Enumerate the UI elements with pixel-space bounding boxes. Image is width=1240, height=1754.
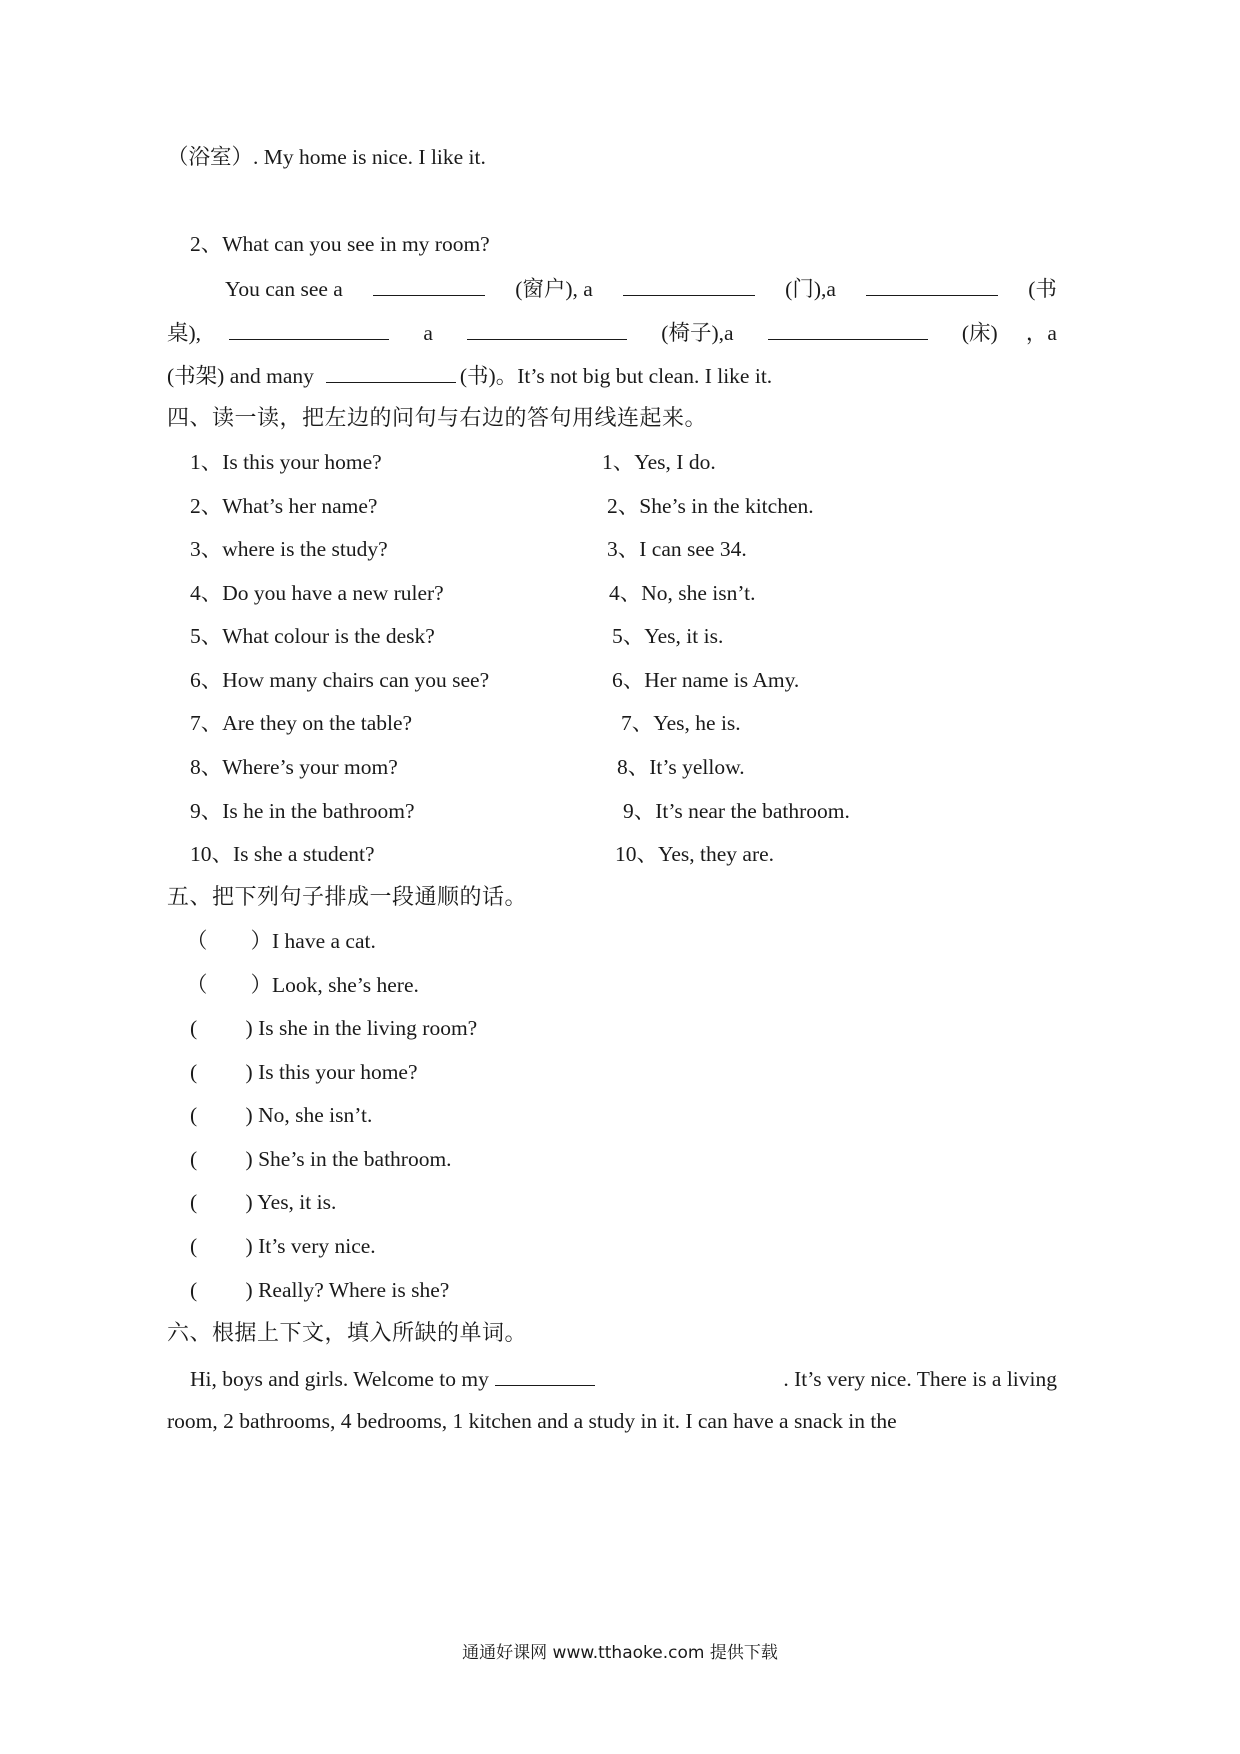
- blank-home[interactable]: [495, 1363, 595, 1386]
- blank-door[interactable]: [623, 273, 755, 296]
- answer-item: 4、No, she isn’t.: [609, 581, 756, 605]
- passage-text: Hi, boys and girls. Welcome to my: [190, 1367, 489, 1391]
- question-item: 2、What’s her name?: [190, 494, 378, 518]
- ordering-item[interactable]: ( ) She’s in the bathroom.: [190, 1147, 452, 1171]
- answer-item: 8、It’s yellow.: [617, 755, 745, 779]
- q2-line-3: [167, 360, 772, 391]
- blank-bed[interactable]: [768, 317, 928, 340]
- answer-item: 1、Yes, I do.: [602, 450, 716, 474]
- answer-item: 7、Yes, he is.: [621, 711, 741, 735]
- ordering-item[interactable]: ( ) It’s very nice.: [190, 1234, 376, 1258]
- answer-item: 5、Yes, it is.: [612, 624, 724, 648]
- question-item: 10、Is she a student?: [190, 842, 375, 866]
- blank-books[interactable]: [326, 360, 456, 383]
- q2-text: (书架) and many: [167, 364, 314, 388]
- answer-item: 6、Her name is Amy.: [612, 668, 800, 692]
- q2-text: (椅子),a: [661, 321, 734, 345]
- ordering-item[interactable]: ( ) Really? Where is she?: [190, 1278, 450, 1302]
- question-item: 1、Is this your home?: [190, 450, 382, 474]
- passage-line-2: room, 2 bathrooms, 4 bedrooms, 1 kitchen and a study in it. I can have a snack in the: [167, 1409, 897, 1433]
- answer-item: 10、Yes, they are.: [615, 842, 775, 866]
- blank-item[interactable]: [229, 317, 389, 340]
- question-item: 7、Are they on the table?: [190, 711, 413, 735]
- ordering-item[interactable]: ( ) No, she isn’t.: [190, 1103, 373, 1127]
- question-item: 5、What colour is the desk?: [190, 624, 435, 648]
- q2-text: a: [423, 321, 433, 345]
- section-4-heading: 四、读一读，把左边的问句与右边的答句用线连起来。: [167, 405, 708, 430]
- q2-text: (门),a: [785, 277, 836, 301]
- q2-text: (床): [961, 321, 998, 345]
- page-footer: 通通好课网 www.tthaoke.com 提供下载: [462, 1643, 778, 1663]
- passage-line-1: [190, 1363, 1057, 1394]
- question-item: 9、Is he in the bathroom?: [190, 799, 415, 823]
- section-6-heading: 六、根据上下文，填入所缺的单词。: [167, 1320, 528, 1345]
- question-item: 8、Where’s your mom?: [190, 755, 398, 779]
- question-item: 4、Do you have a new ruler?: [190, 581, 444, 605]
- q2-text: You can see a: [225, 277, 343, 301]
- q2-text: (书)。It’s not big but clean. I like it.: [459, 364, 773, 388]
- answer-item: 2、She’s in the kitchen.: [607, 494, 814, 518]
- q2-text: (窗户), a: [515, 277, 593, 301]
- ordering-item[interactable]: ( ) Yes, it is.: [190, 1190, 337, 1214]
- passage-text: . It’s very nice. There is a living: [783, 1367, 1057, 1391]
- q2-text: 桌),: [167, 321, 202, 345]
- section-5-heading: 五、把下列句子排成一段通顺的话。: [167, 884, 528, 909]
- question-item: 6、How many chairs can you see?: [190, 668, 490, 692]
- ordering-item[interactable]: （ ）Look, she’s here.: [186, 973, 419, 997]
- blank-chair[interactable]: [467, 317, 627, 340]
- ordering-item[interactable]: ( ) Is this your home?: [190, 1060, 418, 1084]
- q2-text: (书: [1028, 277, 1057, 301]
- blank-window[interactable]: [373, 273, 485, 296]
- question-2-title: 2、What can you see in my room?: [190, 232, 490, 256]
- paragraph-line: （浴室）. My home is nice. I like it.: [167, 145, 486, 169]
- q2-line-2: [167, 317, 1057, 348]
- ordering-item[interactable]: （ ）I have a cat.: [186, 929, 376, 953]
- question-item: 3、where is the study?: [190, 537, 388, 561]
- ordering-item[interactable]: ( ) Is she in the living room?: [190, 1016, 478, 1040]
- q2-text: ，a: [1025, 321, 1057, 345]
- blank-desk[interactable]: [866, 273, 998, 296]
- answer-item: 9、It’s near the bathroom.: [623, 799, 850, 823]
- answer-item: 3、I can see 34.: [607, 537, 747, 561]
- q2-line-1: [225, 273, 1057, 304]
